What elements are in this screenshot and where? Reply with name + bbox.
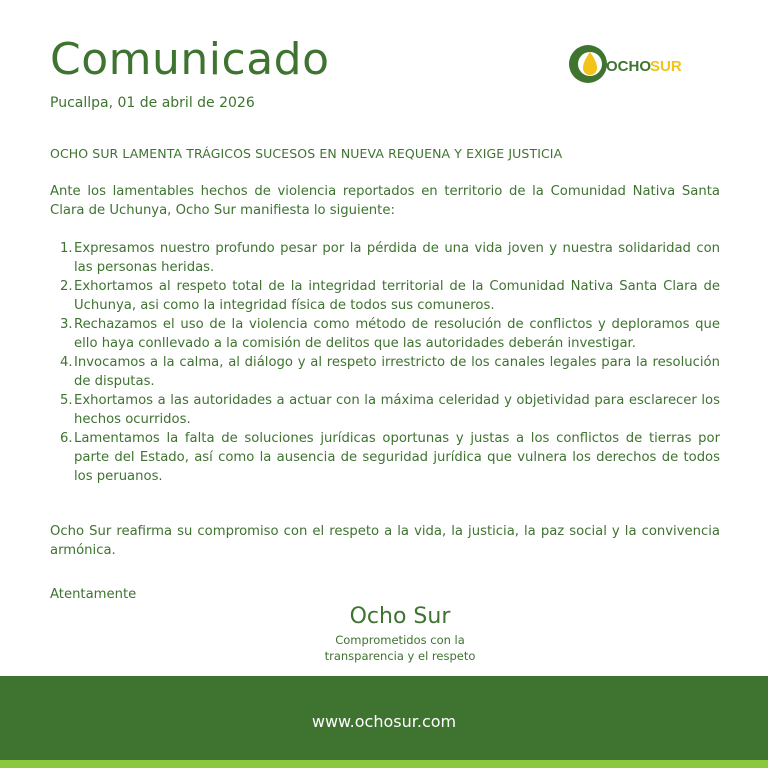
tagline-line-2: transparencia y el respeto — [324, 649, 476, 663]
list-item — [50, 239, 720, 277]
list-number: 3. — [60, 317, 73, 332]
list-item-text: Exhortamos al respeto total de la integridad territorial de la Comunidad Nativa Santa Clara de Uchunya, asi como la integridad física de todos sus comuneros. — [74, 279, 720, 313]
list-item-text: Invocamos a la calma, al diálogo y al respeto irrestricto de los canales legales para la resolución de disputas. — [74, 355, 720, 389]
website-link[interactable]: www.ochosur.com — [311, 712, 457, 731]
tagline-line-1: Comprometidos con la — [335, 633, 465, 647]
document-date: Pucallpa, 01 de abril de 2026 — [50, 95, 255, 111]
list-item — [50, 277, 720, 315]
statement-list — [50, 239, 720, 486]
list-number: 5. — [60, 393, 73, 408]
communique-headline: OCHO SUR LAMENTA TRÁGICOS SUCESOS EN NUEVA REQUENA Y EXIGE JUSTICIA — [50, 146, 563, 161]
list-item — [50, 391, 720, 429]
list-item — [50, 315, 720, 353]
closing-paragraph: Ocho Sur reafirma su compromiso con el respeto a la vida, la justicia, la paz social y la convivencia armónica. — [50, 524, 720, 558]
list-item-text: Expresamos nuestro profundo pesar por la pérdida de una vida joven y nuestra solidaridad con las personas heridas. — [74, 241, 720, 275]
signature-tagline — [0, 632, 768, 664]
regards-text: Atentamente — [50, 587, 137, 602]
svg-text:OCHO: OCHO — [606, 58, 651, 75]
footer-accent-strip — [0, 760, 768, 768]
list-item-text: Rechazamos el uso de la violencia como método de resolución de conflictos y deploramos que ello haya conllevado a la comisión de delitos que las autoridades deberán investigar. — [74, 317, 720, 351]
list-item-text: Exhortamos a las autoridades a actuar con la máxima celeridad y objetividad para esclarecer los hechos ocurridos. — [74, 393, 720, 427]
list-number: 6. — [60, 431, 73, 446]
signature-name: Ocho Sur — [349, 604, 451, 629]
page-title: Comunicado — [50, 34, 330, 85]
list-number: 4. — [60, 355, 73, 370]
list-number: 1. — [60, 241, 73, 256]
list-item-text: Lamentamos la falta de soluciones jurídicas oportunas y justas a los conflictos de tierras por parte del Estado, así como la ausencia de seguridad jurídica que vulnera los derechos de todos los peruanos. — [74, 431, 720, 484]
list-item — [50, 429, 720, 486]
ochosur-logo — [558, 27, 698, 100]
list-item — [50, 353, 720, 391]
list-number: 2. — [60, 279, 73, 294]
intro-paragraph: Ante los lamentables hechos de violencia reportados en territorio de la Comunidad Nativa Santa Clara de Uchunya, Ocho Sur manifiesta lo siguiente: — [50, 184, 720, 218]
svg-text:SUR: SUR — [650, 58, 682, 75]
